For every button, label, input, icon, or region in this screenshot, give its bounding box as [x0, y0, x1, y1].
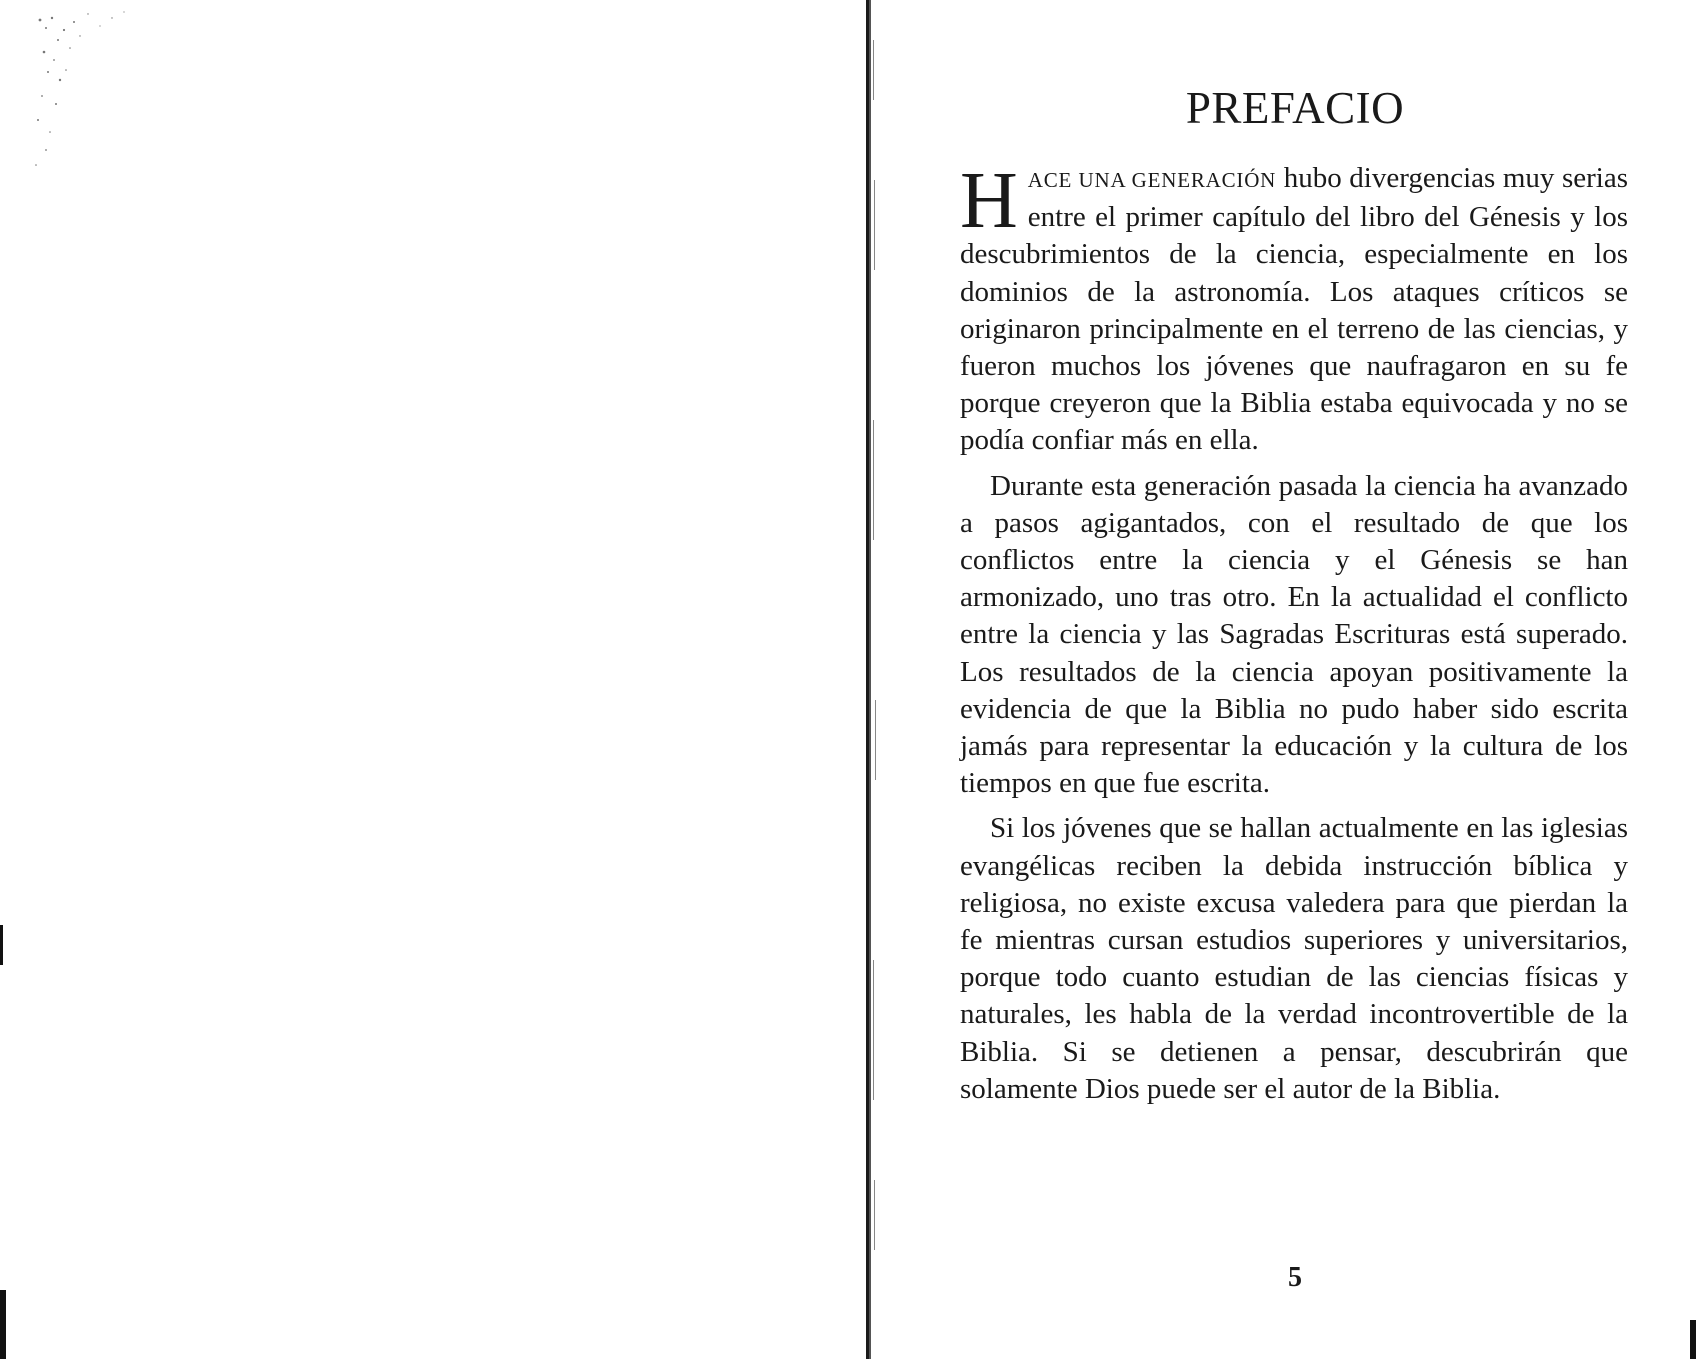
dropcap-letter: H — [960, 157, 1018, 245]
paragraph-3: Si los jóvenes que se hallan actualmente en las iglesias evangélicas reciben la debida instrucción bíblica y religiosa, no existe excusa valedera para que pierdan la fe mientras cursan estudios superiores y universitarios, porque todo cuanto estudian de las ciencias físicas y naturales, les habla de la verdad incontrovertible de la Biblia. Si se detienen a pensar, descubrirán que solamente Dios puede ser el autor de la Biblia. — [960, 812, 1628, 1105]
paragraph-1-text: hubo divergencias muy serias entre el primer capítulo del libro del Génesis y los descubrimientos de la ciencia, especialmente en los dominios de la astronomía. Los ataques críticos se originaron principalmente en el terreno de las ciencias, y fueron muchos los jóvenes que naufragaron en su fe porque creyeron que la Biblia estaba equivocada y no se podía confiar más en ella. — [960, 162, 1628, 457]
page-title: PREFACIO — [1185, 83, 1405, 133]
scan-speckle-mark — [28, 0, 148, 190]
book-gutter — [866, 0, 890, 1359]
paragraph-2: Durante esta generación pasada la ciencia ha avanzado a pasos agigantados, con el resultado de que los conflictos entre la ciencia y el Génesis se han armonizado, uno tras otro. En la actualidad el conflicto entre la ciencia y las Sagradas Escrituras está superado. Los resultados de la ciencia apoyan positivamente la evidencia de que la Biblia no pudo haber sido escrita jamás para representar la educación y la cultura de los tiempos en que fue escrita. — [960, 469, 1628, 800]
opening-smallcaps: ACE UNA GENERACIÓN — [1027, 168, 1277, 192]
right-page — [890, 0, 1700, 1359]
paragraph-1 — [960, 157, 1628, 460]
left-edge-mark — [0, 925, 3, 965]
page-number: 5 — [1288, 1262, 1302, 1293]
left-edge-mark — [0, 1290, 6, 1359]
preface-body — [960, 157, 1628, 1116]
right-edge-mark — [1690, 1320, 1696, 1359]
